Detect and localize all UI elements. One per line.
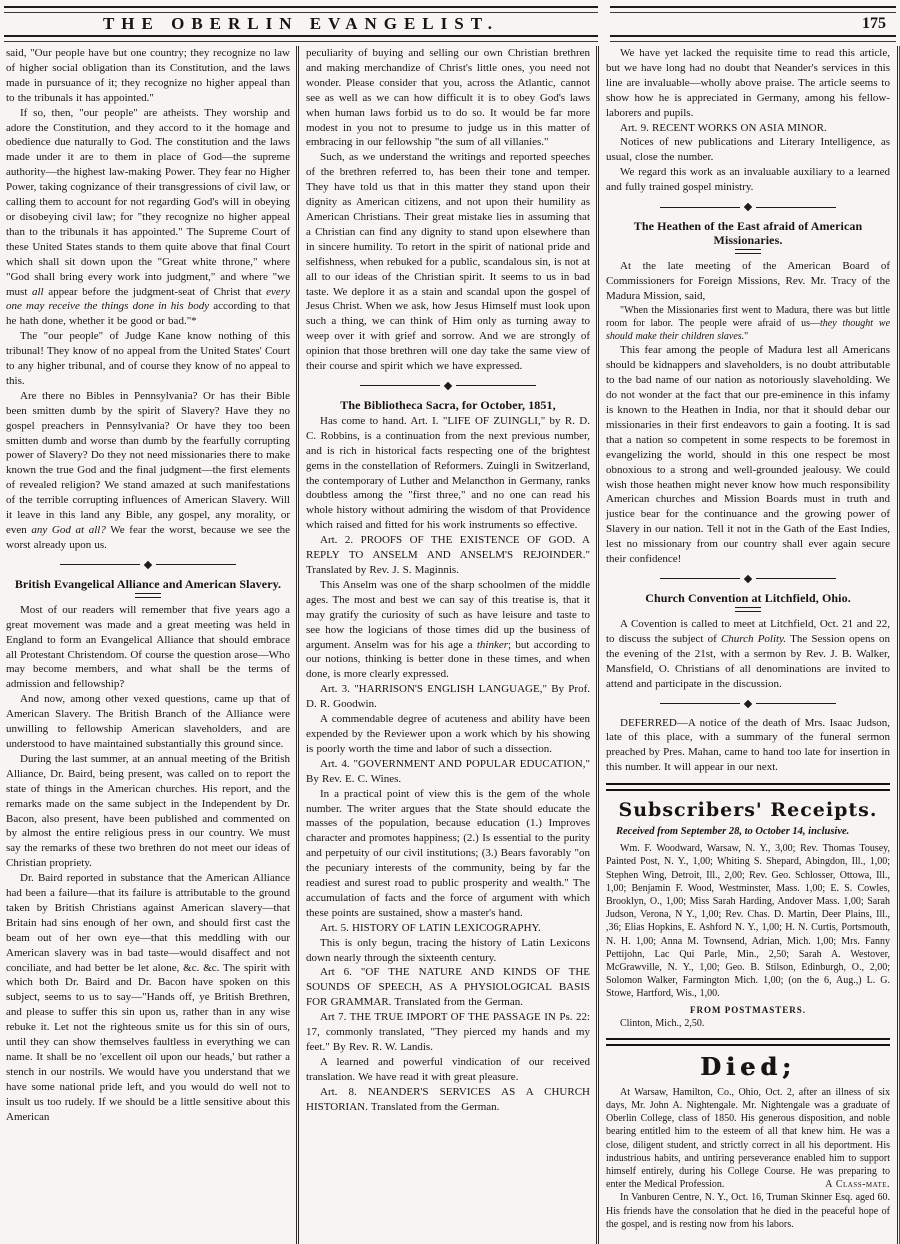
masthead-top-rule-right [610,6,896,13]
body-paragraph: At Warsaw, Hamilton, Co., Ohio, Oct. 2, after an illness of six days, Mr. John A. Nightengale. Mr. Nightengale was a graduate of Oberlin College, class of 1850. His generous disposition, and noble bearing entitled him to the esteem of all that knew him. He was a close, diligent student, and strictly correct in all his deportment. His industrious habits, and untiring perseverance enabled him to support himself entirely, during his College Course. He was preparing to enter the Medical Profession. A Class-mate. [606,1086,890,1191]
diamond-separator [660,204,836,210]
masthead-top-rule [4,6,598,13]
masthead-left [4,6,598,42]
diamond-separator [60,562,236,568]
separator-line [60,564,140,565]
body-paragraph: This is only begun, tracing the history of Latin Lexicons down nearly through the sixteenth century. [306,936,590,964]
body-paragraph: "When the Missionaries first went to Madura, there was but little room for labor. The people were afraid of us—they thought we should make their children slaves." [606,304,891,343]
body-paragraph: DEFERRED—A notice of the death of Mrs. Isaac Judson, late of this place, with a summary of the funeral sermon preached by Pres. Mahan, came to hand too late for insertion in this number. It will appear in our next. [606,716,890,774]
section-heading: British Evangelical Alliance and American Slavery. [14,576,282,591]
body-paragraph: The "our people" of Judge Kane know nothing of this tribunal! They know of no appeal from the United States' Court to any higher tribunal, and of course they know of no appeal to this. [6,330,290,387]
double-rule [606,783,890,791]
died-heading: Died; [700,1051,796,1081]
diamond-ornament [744,575,752,583]
column-1 [0,46,295,1244]
body-paragraph: Art. 3. "HARRISON'S ENGLISH LANGUAGE," By Prof. D. R. Goodwin. [306,683,590,711]
body-paragraph: In a practical point of view this is the gem of the whole number. The writer argues that the State should educate the masses of the population, because education (1.) Improves character and promotes happiness; (2.) Is essential to the purity and perpetuity of our civil institutions; (3.) Bears favorably "on the pecuniary interests of the community, being by far the readiest and surest road to public prosperity and wealth." The accumulation of facts and the force of argument with which these points are sustained, show a master's hand. [306,787,590,919]
body-paragraph: Dr. Baird reported in substance that the American Alliance had been a failure—that its failure is attributable to the ground taken by British Christians against American slavery—that Britain had sins enough of her own, and should first cast the beam out of her own eye—that this meddling with our American slavery was in bad taste—would disaffect and not conciliate, and had better be let alone, &c. &c. The spirit with which both Dr. Baird and Dr. Bacon have spoken on this subject, seems to us to say—"Hands off, ye British Brethren, and please to suffer this sin upon us, rather than in any wise rebuke it. Let not the righteous smite us for this sin of ours, until they can show themselves faultless in everything we can name. It shall be no 'excellent oil upon our heads,' but rather a stench in our nostrils. We would have you understand that we have some national pride left, and you would do well not to insult us too rudely. If we should be a little sensitive about this American [6,872,290,1123]
body-paragraph: Art 6. "OF THE NATURE AND KINDS OF THE SOUNDS OF SPEECH, AS A PHYSIOLOGICAL BASIS FOR GRAMMAR. Translated from the German. [306,966,590,1009]
section-heading: The Heathen of the East afraid of American Missionaries. [633,219,863,248]
body-paragraph: Art. 2. PROOFS OF THE EXISTENCE OF GOD. A REPLY TO ANSELM AND ANSELM'S REJOINDER." Translated by Rev. J. S. Maginnis. [306,534,590,576]
body-paragraph: A learned and powerful vindication of our received translation. We have read it with great pleasure. [306,1055,590,1083]
heading-subrule [735,249,761,254]
separator-line [756,703,836,704]
body-paragraph: Such, as we understand the writings and reported speeches of the brethren referred to, has been their tone and temper. They have told us that in this matter they stand upon their dignity as American citizens, and not upon their humility as American Christians. Their great mistake lies in assuming that a Christian can find any dignity to stand upon elsewhere than in sincere humility. To retort in the spirit of national pride and selfishness, when rebuked for a public, scandalous sin, is not at all to our ideas of the Christian spirit. It seems to us in bad taste. We deplore it as a stain and scandal upon the gospel of Jesus Christ. When we ask, how Jesus Himself must look upon such a thing, we can think of Him only as turning away to weep over it with grief and sorrow. And we are strongly of opinion that those brethren will one day take the same view of their course and spirit which we have expressed. [306,151,590,373]
diamond-ornament [744,699,752,707]
masthead-right [610,6,896,42]
body-paragraph: Art. 4. "GOVERNMENT AND POPULAR EDUCATION," By Rev. E. C. Wines. [306,757,590,785]
body-paragraph: Notices of new publications and Literary Intelligence, as usual, close the number. [606,136,890,164]
body-paragraph: Art. 5. HISTORY OF LATIN LEXICOGRAPHY. [320,921,541,934]
heading-subrule [735,607,761,612]
column-3 [600,46,895,1244]
body-paragraph: A commendable degree of acuteness and ability have been expended by the Reviewer upon a work which by his showing is poorly worth the time and labor of such a dissection. [306,713,590,755]
body-paragraph: Has come to hand. Art. I. "LIFE OF ZUINGLI," by R. D. C. Robbins, is a continuation from the next previous number, and is rich in historical facts respecting one of the brightest gems in the constellation of Reformers. Zuingli in Switzerland, the contemporary of Luther and Melancthon in Germany, ranks doubtless among the "first three," and no one can read his whole history without admiring the wisdom of that Providence which raised and fitted for his work instruments so effective. [306,414,590,532]
diamond-separator [660,576,836,582]
page-number: 175 [862,15,886,32]
separator-line [360,385,440,386]
separator-line [456,385,536,386]
column-divider [596,46,599,1244]
body-paragraph: If so, then, "our people" are atheists. They worship and adore the Constitution, and they accord to it the homage and obedience due naturally to God. The constitution and the laws made under it are to them in place of God—the supreme authority—the highest law-making Power. They fear no Higher Power, taking cognizance of their transgressions of civil law, or calling them to account for not regarding God's will in obeying or disobeying civil law; for "they recognize no higher appeal than to the tribunals it has appointed." The Supreme Court of these United States stands to them quite above that final Court which shall sit down upon the "Great white throne," where "God shall bring every work into judgment," and where "we must all appear before the judgment-seat of Christ that every one may receive the things done in his body according to that he hath done, whether it be good or bad."* [6,106,290,328]
section-heading: Church Convention at Litchfield, Ohio. [645,590,851,605]
section-heading: The Bibliotheca Sacra, for October, 1851, [340,397,556,412]
body-paragraph: And now, among other vexed questions, came up that of American Slavery. The British Branch of the Alliance were unwilling to fellowship American slaveholders, and are understood to have maintained substantially this ground since. [6,693,290,750]
body-paragraph: We have yet lacked the requisite time to read this article, but we have long had no doubt that Neander's services in this line are invaluable—wholly above praise. The article seems to show how he is appreciated in Germany, among his fellow-laborers and pupils. [606,47,890,119]
from-postmasters-label: FROM POSTMASTERS. [689,1004,806,1015]
body-paragraph: We regard this work as an invaluable auxiliary to a learned and fully trained gospel ministry. [606,166,890,194]
masthead-bottom-rule-right [610,35,896,42]
publication-title: THE OBERLIN EVANGELIST. [102,14,500,33]
masthead [0,0,900,42]
separator-line [660,207,740,208]
diamond-ornament [744,203,752,211]
signature-trailer: A Class-mate. [825,1179,890,1191]
heading-subrule [135,593,161,598]
body-paragraph: Most of our readers will remember that five years ago a great movement was made and a great meeting was held in England to form an Evangelical Alliance that should embrace all Protestant Christendom. Of course the question arose—Who may become members, and what shall be the terms of admission and fellowship? [6,603,290,691]
diamond-ornament [444,382,452,390]
body-paragraph: At the late meeting of the American Board of Commissioners for Foreign Missions, Rev. Mr. Tracy of the Madura Mission, said, [606,260,890,302]
body-paragraph: A Covention is called to meet at Litchfield, Oct. 21 and 22, to discuss the subject of Church Polity. The Session opens on the evening of the 21st, with a sermon by Rev. J. B. Walker, Mansfield, O. Christians of all denominations are invited to attend and participate in the discussion. [606,617,891,690]
body-paragraph: Clinton, Mich., 2,50. [620,1017,705,1029]
receipts-heading: Subscribers' Receipts. [618,799,878,822]
diamond-ornament [144,561,152,569]
body-paragraph: Art 7. THE TRUE IMPORT OF THE PASSAGE IN Ps. 22: 17, commonly translated, "They pierced my hands and my feet." By Rev. R. W. Landis. [306,1011,590,1053]
double-rule [606,1038,890,1046]
body-paragraph: During the last summer, at an annual meeting of the British Alliance, Dr. Baird, being present, was called on to report the state of things in the American churches. His report, and the remarks made on the same subject in the Independent by Dr. Bacon, also present, have been published and commented on by almost the entire religious press in our country. We must say the remarks of these two brethren do not meet our ideas of Christian propriety. [6,752,290,870]
separator-line [756,578,836,579]
separator-line [660,703,740,704]
body-paragraph: Art. 9. RECENT WORKS ON ASIA MINOR. [620,121,827,134]
column-2 [300,46,595,1244]
body-paragraph: Are there no Bibles in Pennsylvania? Or has their Bible been smitten dumb by the spirit of Slavery? Have they no gospel preachers in Pennsylvania? Or have they too been smitten dumb and worse than dumb by the fearfully corrupting power of Slavery? Do they not need missionaries there to make known the true God and the final judgment—the first elements of revealed religion? We stand amazed at such manifestations of the terrible corrupting influences of American Slavery. Will it leave in this land any Bible, any gospel, any morality, or even any God at all? We fear the worst, because we see the worst already upon us. [6,389,290,551]
body-paragraph: This Anselm was one of the sharp schoolmen of the middle ages. The most and best we can say of this treatise is, that it may gratify the curiosity of such as have leisure and taste to see how the logicians of those times did up the business of argument. Anselm was for his age a thinker; but according to our notions, thinking is better done in these times, and when done, is more clearly expressed. [306,578,590,681]
column-divider [296,46,299,1244]
body-paragraph: Art. 8. NEANDER'S SERVICES AS A CHURCH HISTORIAN. Translated from the German. [306,1085,590,1113]
separator-line [156,564,236,565]
columns-container [0,42,900,1244]
body-paragraph: Wm. F. Woodward, Warsaw, N. Y., 3,00; Rev. Thomas Tousey, Painted Post, N. Y., 1,00; Whiting S. Shepard, Abingdon, Ill., 1,00; Stephen Wing, Detroit, Ill., 2,00; Rev. Geo. Schlosser, Ottowa, Ill., 1,00; Benjamin F. Wood, Westminster, Mass. 1,00; E. S. Cowles, Brooklyn, O., 1,00; Miss Sarah Harding, Andover Mass. 1,00; Sarah Judson, Verona, N Y., 1,00; Rev. Chas. D. Martin, Deer Plains, Ill., ,36; Elias Hopkins, E. Ashford N. Y., 1,00; H. N. Curtis, Portsmouth, N. H. 1,00; Anna M. Townsend, Adrian, Mich. 1,00; Mrs. Fanny Pettijohn, Lac Qui Parle, Min., 2,50; Sarah A. Westover, McGrawville, N. Y., 1,00; Geo. B. Stilson, Edinburgh, O., 2,00; Solomon Walker, Farmington Mich. 1,00; (on the 6, Aug.,) L. G. Stowe, Hartford, Wis., 1,00. [606,843,890,1000]
diamond-separator [660,701,836,707]
body-paragraph: This fear among the people of Madura lest all Americans should be kidnappers and slaveholders, is no doubt attributable to the bad name of our nation as notoriously slaveholding. We do not wonder at the fact that our pre-eminence in this infamy is known to the Heathen in India, nor that it should debar our missionaries in their first endeavors to gain a footing. It is sad that a nation so competent in some respects to be foremost in evangelizing the world, should in this one respect be most obnoxious to a strong and well-grounded jealousy. We could wish those heathen might never know how much responsibility American churches and Mission Boards must in truth and justice bear for the continuance and the growing power of Slavery in our nation. Tell it not in the Gath of the East Indies, lest no missionary from our country shall ever again secure their confidence! [606,344,890,566]
masthead-bottom-rule [4,35,598,42]
diamond-separator [360,383,536,389]
receipts-date-range: Received from September 28, to October 14, inclusive. [616,826,850,838]
separator-line [756,207,836,208]
body-paragraph: In Vanburen Centre, N. Y., Oct. 16, Truman Skinner Esq. aged 60. His friends have the consolation that he died in the peaceful hope of the gospel, and is resting now from his labors. [606,1192,890,1230]
body-paragraph: said, "Our people have but one country; they recognize no law of higher social obligation than its Constitution, and the laws made in pursuance of it; they recognize no higher appeal than to the tribunals it has appointed." [6,47,290,104]
separator-line [660,578,740,579]
body-paragraph: peculiarity of buying and selling our own Christian brethren and making merchandize of Christ's little ones, you need not wonder. Please consider that you, across the Atlantic, cannot see as well as we can how difficult it is to obey God's laws when human laws forbid us to do so. It would be far more modest in you not to presume to judge us in this matter of embracing in our fellowship "the sum of all villanies." [306,47,590,149]
